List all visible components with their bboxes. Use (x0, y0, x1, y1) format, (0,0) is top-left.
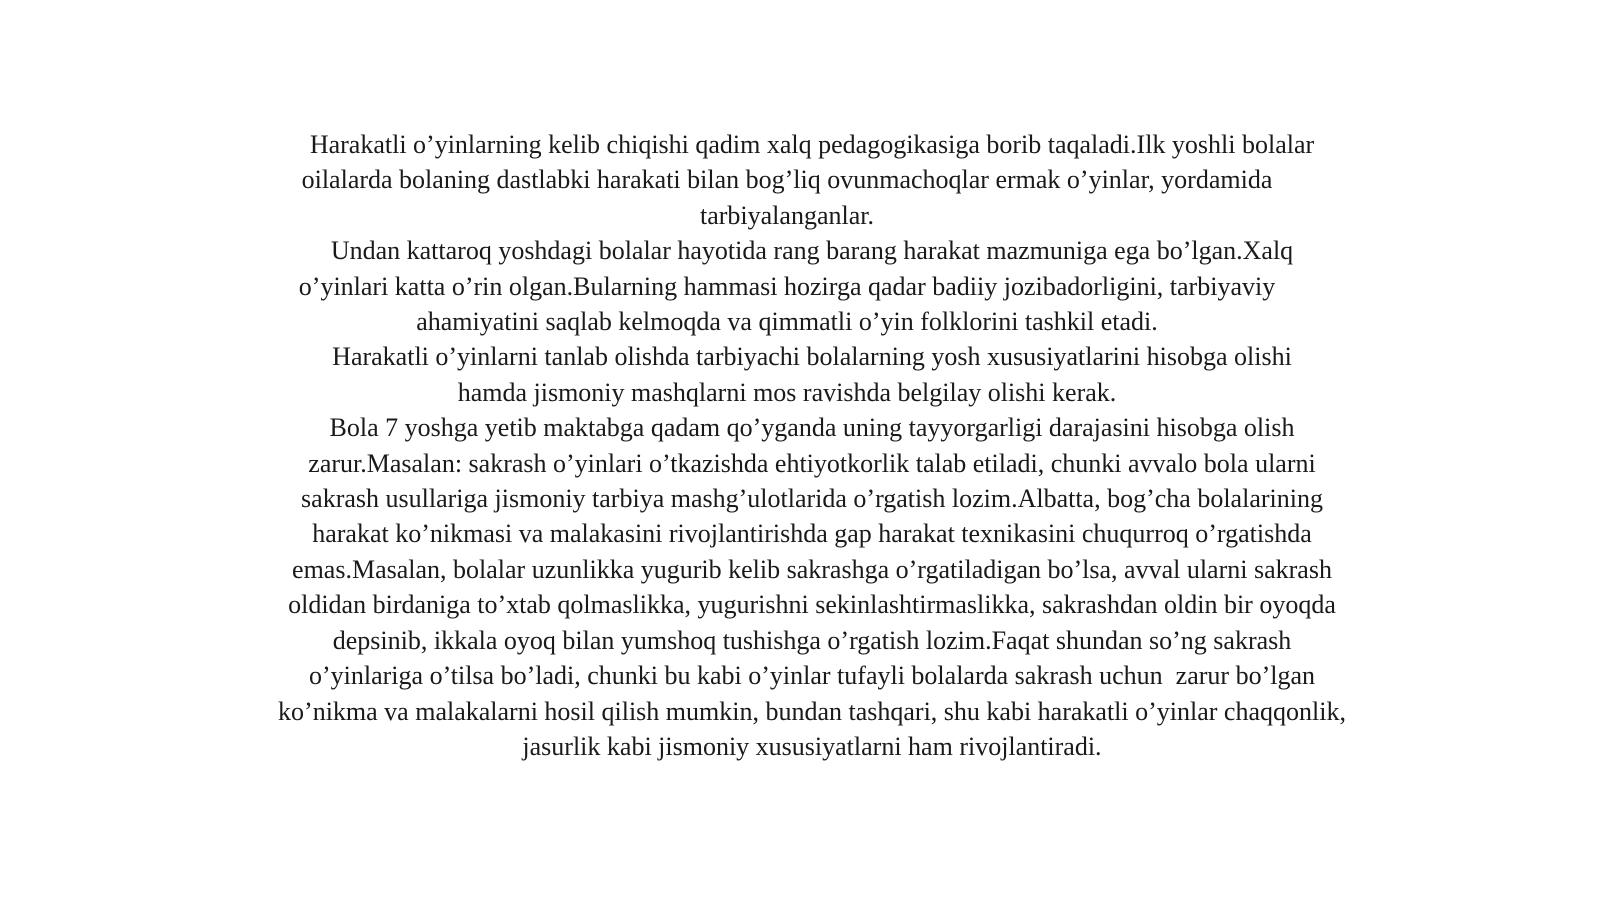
text-line-9: Bola 7 yoshga yetib maktabga qadam qo’yganda uning tayyorgarligi darajasini hisobga olish (329, 413, 1295, 443)
text-line-12: harakat ko’nikmasi va malakasini rivojlantirishda gap harakat texnikasini chuqurroq o’rgatishda (312, 519, 1312, 549)
text-line-18: jasurlik kabi jismoniy xususiyatlarni ham rivojlantiradi. (522, 731, 1102, 761)
text-line-3: tarbiyalanganlar. (700, 200, 874, 230)
text-line-6: ahamiyatini saqlab kelmoqda va qimmatli o’yin folklorini tashkil etadi. (416, 307, 1158, 337)
text-line-7: Harakatli o’yinlarni tanlab olishda tarbiyachi bolalarning yosh xususiyatlarini hisobga olishi (332, 342, 1292, 372)
text-line-13: emas.Masalan, bolalar uzunlikka yugurib kelib sakrashga o’rgatiladigan bo’lsa, avval ularni sakrash (292, 554, 1332, 584)
text-line-2: oilalarda bolaning dastlabki harakati bilan bog’liq ovunmachoqlar ermak o’yinlar, yordamida (301, 165, 1273, 195)
text-line-1: Harakatli o’yinlarning kelib chiqishi qadim xalq pedagogikasiga borib taqaladi.Ilk yoshli bolalar (309, 130, 1315, 159)
text-line-15: depsinib, ikkala oyoq bilan yumshoq tushishga o’rgatish lozim.Faqat shundan so’ng sakrash (332, 625, 1292, 655)
text-line-14: oldidan birdaniga to’xtab qolmaslikka, yugurishni sekinlashtirmaslikka, sakrashdan oldin bir oyoqda (288, 590, 1336, 620)
text-line-16: o’yinlariga o’tilsa bo’ladi, chunki bu kabi o’yinlar tufayli bolalarda sakrash uchun zarur bo’lgan (309, 661, 1315, 691)
text-line-5: o’yinlari katta o’rin olgan.Bularning hammasi hozirga qadar badiiy jozibadorligini, tarbiyaviy (298, 271, 1276, 301)
text-line-17: ko’nikma va malakalarni hosil qilish mumkin, bundan tashqari, shu kabi harakatli o’yinlar chaqqonlik, (278, 696, 1346, 726)
text-line-11: sakrash usullariga jismoniy tarbiya mashg’ulotlarida o’rgatish lozim.Albatta, bog’cha bolalarining (301, 484, 1323, 514)
text-line-10: zarur.Masalan: sakrash o’yinlari o’tkazishda ehtiyotkorlik talab etiladi, chunki avvalo bola ularni (308, 448, 1316, 478)
text-line-4: Undan kattaroq yoshdagi bolalar hayotida rang barang harakat mazmuniga ega bo’lgan.Xalq (330, 236, 1294, 266)
text-line-8: hamda jismoniy mashqlarni mos ravishda belgilay olishi kerak. (457, 377, 1117, 407)
body-text (138, 127, 1486, 764)
